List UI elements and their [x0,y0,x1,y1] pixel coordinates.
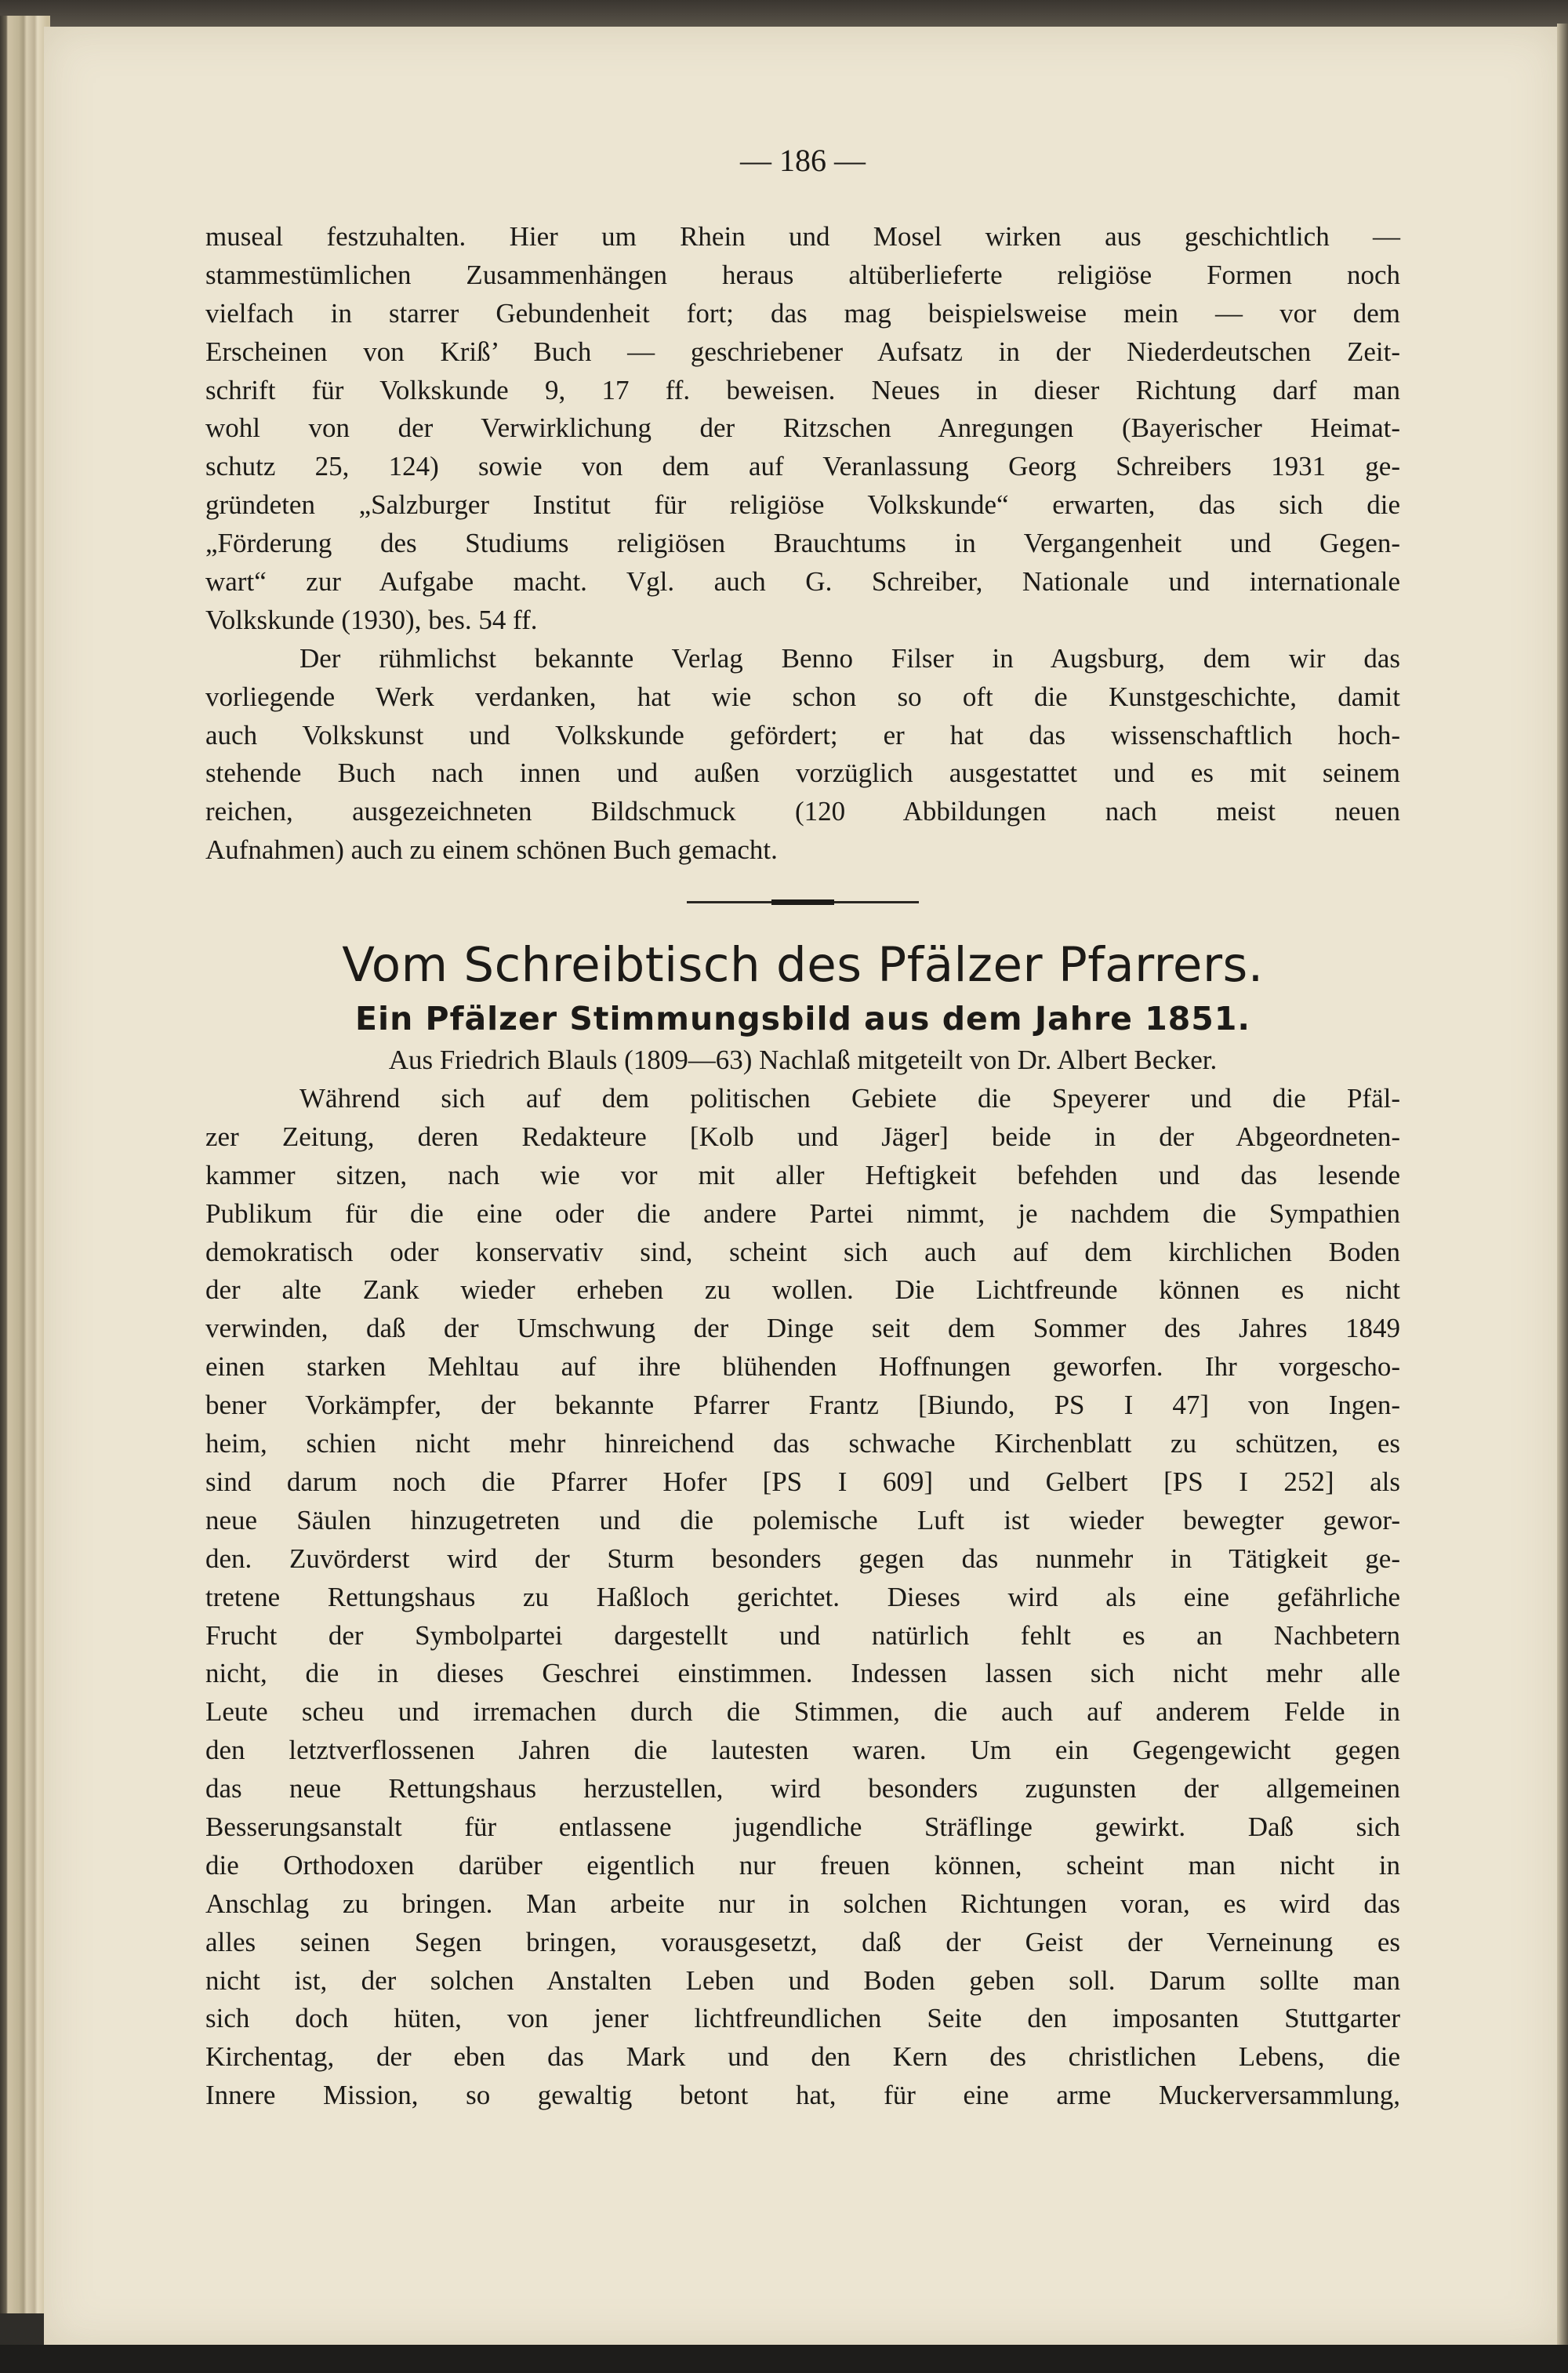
scan-top-border [0,0,1568,28]
text-line: Innere Mission, so gewaltig betont hat, für eine arme Muckerversammlung, [205,2080,1400,2111]
text-line: schrift für Volkskunde 9, 17 ff. beweisen. Neues in dieser Richtung darf man [205,374,1400,405]
text-line: den letztverflossenen Jahren die lautesten waren. Um ein Gegengewicht gegen [205,1735,1400,1766]
book-page-edges [0,16,50,2313]
article-body [205,1080,1400,2115]
text-line: Erscheinen von Kriß’ Buch — geschriebener Aufsatz in der Niederdeutschen Zeit- [205,336,1400,367]
text-line: tretene Rettungshaus zu Haßloch gerichtet. Dieses wird als eine gefährliche [205,1581,1400,1612]
text-line: einen starken Mehltau auf ihre blühenden Hoffnungen geworfen. Ihr vorgescho- [205,1351,1400,1383]
text-line: Frucht der Symbolpartei dargestellt und natürlich fehlt es an Nachbetern [205,1619,1400,1651]
text-line: verwinden, daß der Umschwung der Dinge seit dem Sommer des Jahres 1849 [205,1313,1400,1344]
article-byline: Aus Friedrich Blauls (1809—63) Nachlaß mitgeteilt von Dr. Albert Becker. [388,1045,1218,1076]
text-line: Volkskunde (1930), bes. 54 ff. [205,604,538,635]
text-line: Kirchentag, der eben das Mark und den Kern des christlichen Lebens, die [205,2041,1400,2073]
text-line: wohl von der Verwirklichung der Ritzschen Anregungen (Bayerischer Heimat- [205,412,1400,444]
text-line: zer Zeitung, deren Redakteure [Kolb und Jäger] beide in der Abgeordneten- [205,1121,1400,1152]
text-line: vorliegende Werk verdanken, hat wie schon so oft die Kunstgeschichte, damit [205,681,1400,712]
text-line: nicht ist, der solchen Anstalten Leben und Boden geben soll. Darum sollte man [205,1964,1400,1996]
text-line: heim, schien nicht mehr hinreichend das schwache Kirchenblatt zu schützen, es [205,1428,1400,1459]
text-line: alles seinen Segen bringen, vorausgesetzt, daß der Geist der Verneinung es [205,1926,1400,1957]
text-line: Leute scheu und irremachen durch die Stimmen, die auch auf anderem Felde in [205,1696,1400,1728]
text-line: den. Zuvörderst wird der Sturm besonders gegen das nunmehr in Tätigkeit ge- [205,1543,1400,1574]
text-line: nicht, die in dieses Geschrei einstimmen. Indessen lassen sich nicht mehr alle [205,1658,1400,1689]
text-line: stehende Buch nach innen und außen vorzüglich ausgestattet und es mit seinem [205,758,1400,789]
publisher-paragraph [205,640,1400,870]
text-line: demokratisch oder konservativ sind, scheint sich auch auf dem kirchlichen Boden [205,1236,1400,1267]
text-line: schutz 25, 124) sowie von dem auf Veranlassung Georg Schreibers 1931 ge- [205,451,1400,482]
text-line: auch Volkskunst und Volkskunde gefördert; er hat das wissenschaftlich hoch- [205,719,1400,750]
text-line: Während sich auf dem politischen Gebiete die Speyerer und die Pfäl- [299,1083,1400,1114]
page-number: — 186 — [740,143,866,178]
text-line: Aufnahmen) auch zu einem schönen Buch gemacht. [205,834,778,866]
text-line: neue Säulen hinzugetreten und die polemische Luft ist wieder bewegter gewor- [205,1504,1400,1535]
text-line: sich doch hüten, von jener lichtfreundlichen Seite den imposanten Stuttgarter [205,2003,1400,2034]
scan-bottom-border [0,2345,1568,2373]
text-line: gründeten „Salzburger Institut für religiöse Volkskunde“ erwarten, das sich die [205,489,1400,521]
text-line: Publikum für die eine oder die andere Partei nimmt, je nachdem die Sympathien [205,1197,1400,1229]
text-line: bener Vorkämpfer, der bekannte Pfarrer Frantz [Biundo, PS I 47] von Ingen- [205,1390,1400,1421]
text-line: vielfach in starrer Gebundenheit fort; das mag beispielsweise mein — vor dem [205,297,1400,329]
text-line: „Förderung des Studiums religiösen Brauchtums in Vergangenheit und Gegen- [205,528,1400,559]
text-line: Anschlag zu bringen. Man arbeite nur in solchen Richtungen voran, es wird das [205,1888,1400,1919]
article-subtitle: Ein Pfälzer Stimmungsbild aus dem Jahre 1851. [355,1000,1250,1038]
text-line: sind darum noch die Pfarrer Hofer [PS I 609] und Gelbert [PS I 252] als [205,1466,1400,1497]
text-line: Der rühmlichst bekannte Verlag Benno Filser in Augsburg, dem wir das [299,642,1400,674]
text-line: die Orthodoxen darüber eigentlich nur freuen können, scheint man nicht in [205,1849,1400,1881]
article-title: Vom Schreibtisch des Pfälzer Pfarrers. [342,937,1264,994]
text-line: kammer sitzen, nach wie vor mit aller Heftigkeit befehden und das lesende [205,1159,1400,1190]
text-line: das neue Rettungshaus herzustellen, wird besonders zugunsten der allgemeinen [205,1773,1400,1804]
continued-text [205,218,1400,640]
text-line: museal festzuhalten. Hier um Rhein und Mosel wirken aus geschichtlich — [205,221,1400,252]
text-line: reichen, ausgezeichneten Bildschmuck (120 Abbildungen nach meist neuen [205,796,1400,827]
scan-right-border [1557,24,1568,2345]
text-line: stammestümlichen Zusammenhängen heraus altüberlieferte religiöse Formen noch [205,259,1400,290]
text-line: Besserungsanstalt für entlassene jugendliche Sträflinge gewirkt. Daß sich [205,1811,1400,1842]
page-content [205,133,1400,2115]
text-line: der alte Zank wieder erheben zu wollen. Die Lichtfreunde können es nicht [205,1274,1400,1306]
text-line: wart“ zur Aufgabe macht. Vgl. auch G. Schreiber, Nationale und internationale [205,566,1400,598]
section-divider [687,901,919,903]
